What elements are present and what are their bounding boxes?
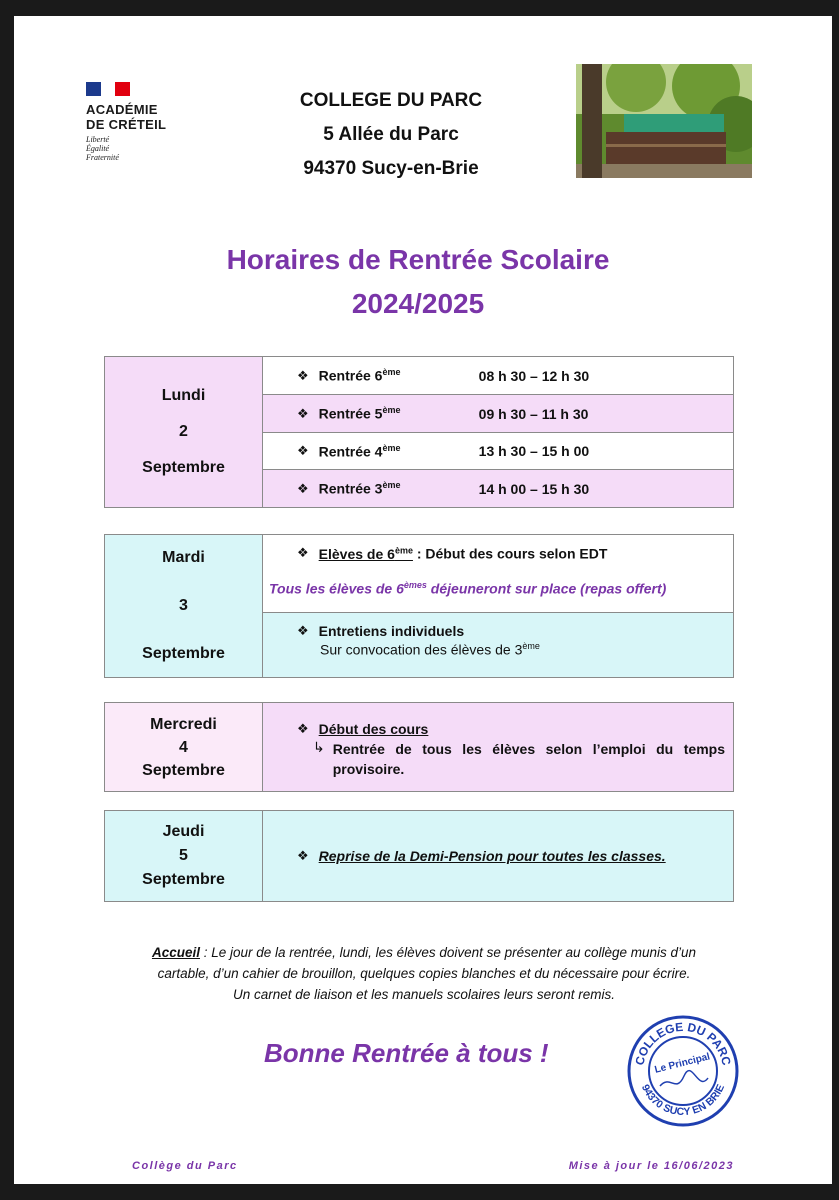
tuesday-entretiens-cell: ❖ Entretiens individuels Sur convocation des élèves de 3ème (263, 613, 733, 677)
tuesday-block (104, 534, 734, 678)
address-line: 94370 Sucy-en-Brie (303, 158, 479, 179)
svg-text:COLLEGE DU PARC: COLLEGE DU PARC (632, 1019, 734, 1067)
bonne-rentree: Bonne Rentrée à tous ! (264, 1038, 549, 1068)
logo-line2: DE CRÉTEIL (86, 117, 167, 132)
french-flag-icon (86, 82, 130, 96)
monday-row: ❖ Rentrée 6ème 08 h 30 – 12 h 30 (263, 357, 733, 395)
bullet-icon: ❖ (297, 367, 309, 383)
bullet-icon: ❖ (297, 443, 309, 458)
principal-stamp (626, 1014, 740, 1128)
monday-row: ❖ Rentrée 3ème 14 h 00 – 15 h 30 (263, 470, 733, 507)
bullet-icon: ❖ (297, 848, 309, 863)
footer-school: Collège du Parc (132, 1160, 238, 1172)
monday-row: ❖ Rentrée 5ème 09 h 30 – 11 h 30 (263, 395, 733, 433)
address-line: COLLEGE DU PARC (299, 90, 483, 111)
svg-text:Le Principal: Le Principal (653, 1051, 712, 1076)
debut-cours: Début des cours (318, 721, 429, 737)
reprise-demi-pension: Reprise de la Demi-Pension pour toutes les classes. (318, 848, 666, 864)
monday-day-cell: Lundi 2 Septembre (105, 357, 263, 507)
address-line: 5 Allée du Parc (323, 124, 459, 145)
monday-block (104, 356, 734, 508)
bullet-icon: ❖ (297, 405, 309, 421)
tuesday-eleves-cell: ❖ Elèves de 6ème : Début des cours selon EDT Tous les élèves de 6èmes déjeuneront sur place (repas offert) (263, 535, 733, 613)
tuesday-day-cell: Mardi 3 Septembre (105, 535, 263, 677)
accueil-paragraph: Accueil : Le jour de la rentrée, lundi, les élèves doivent se présenter au collège munis d’un cartable, d’un cahier de brouillon, quelques copies blanches et du nécessaire pour écrire. Un carnet de liaison et les manuels scolaires leurs seront remis. (151, 945, 697, 1002)
bullet-icon: ❖ (297, 480, 309, 496)
thursday-block (104, 810, 734, 902)
bullet-icon: ❖ (297, 623, 309, 638)
document-page (14, 16, 832, 1184)
footer-updated: Mise à jour le 16/06/2023 (568, 1160, 734, 1172)
rentree-tous: Rentrée de tous les élèves selon l’emploi du temps provisoire. (332, 741, 725, 777)
svg-text:94370 SUCY EN BRIE: 94370 SUCY EN BRIE (638, 1082, 728, 1119)
logo-line1: ACADÉMIE (86, 102, 158, 117)
school-photo (576, 64, 752, 178)
wednesday-block (104, 702, 734, 792)
motto: Liberté Égalité Fraternité (86, 135, 119, 162)
bullet-icon: ❖ (297, 721, 309, 736)
thursday-day-cell: Jeudi 5 Septembre (105, 811, 263, 901)
dejeuner-note: Tous les élèves de 6èmes déjeuneront sur place (repas offert) (269, 579, 667, 597)
wednesday-day-cell: Mercredi 4 Septembre (105, 703, 263, 791)
school-address (250, 84, 532, 186)
arrow-icon: ↳ (313, 739, 325, 755)
monday-row: ❖ Rentrée 4ème 13 h 30 – 15 h 00 (263, 433, 733, 470)
bullet-icon: ❖ (297, 545, 309, 560)
academie-logo (86, 82, 196, 162)
page-title: Horaires de Rentrée Scolaire 2024/2025 (226, 244, 610, 319)
